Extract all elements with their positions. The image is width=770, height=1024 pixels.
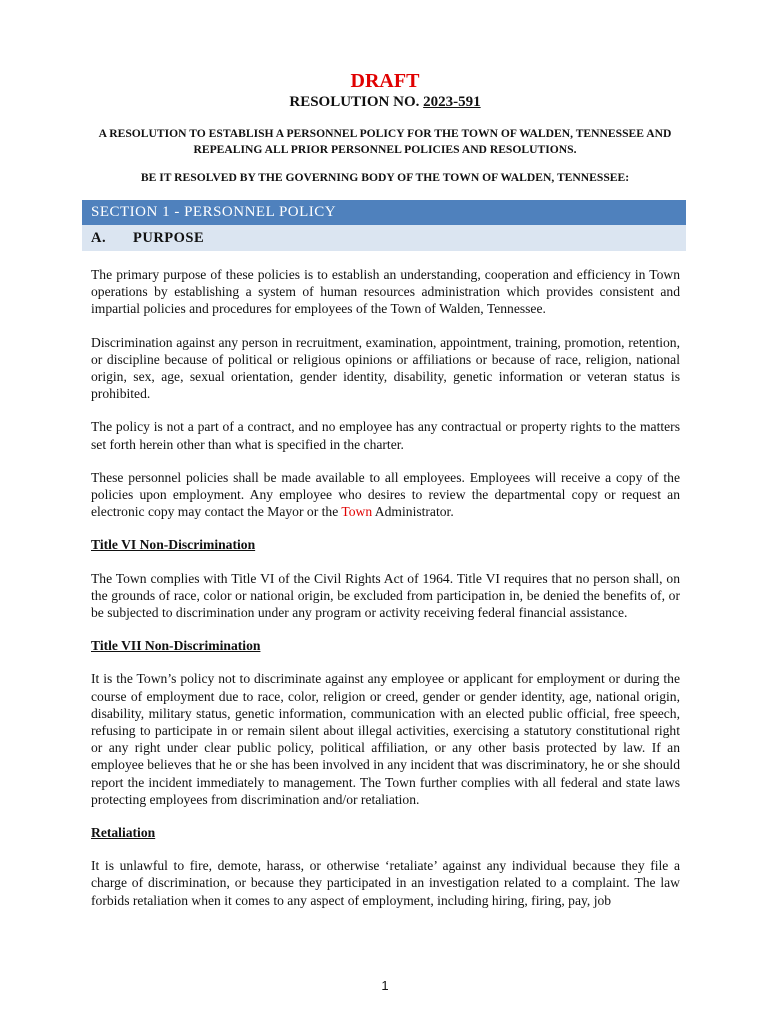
title-vi-heading: Title VI Non-Discrimination [91,537,256,553]
p4-highlight: Town [341,504,373,520]
draft-label: DRAFT [350,70,420,92]
subsection-letter: A. [91,230,107,246]
subsection-heading [82,225,686,251]
retaliation-paragraph: It is unlawful to fire, demote, harass, or otherwise ‘retaliate’ against any individual because they file a charge of discrimination, or because they participated in an investigation related to a complaint. The law forbids retaliation when it comes to any aspect of employment, including hiring, firing, pay, job [91,858,680,908]
retaliation-heading: Retaliation [91,825,156,841]
title-vii-paragraph: It is the Town’s policy not to discriminate against any employee or applicant for employment or during the course of employment due to race, color, religion or creed, gender or gender identity, age, national origin, disability, military status, genetic information, communication with an elected public official, free speech, refusing to participate in or remain silent about illegal activities, exercising a statutory constitutional right or any right under clear public policy, political affiliation, or any other basis protected by law. If an employee believes that he or she has been involved in any incident that was discriminatory, he or she should report the incident immediately to management. The Town further complies with all federal and state laws protecting employees from discrimination and/or retaliation. [91,671,680,807]
p4-text-after: Administrator. [372,504,454,520]
page-number: 1 [381,978,389,993]
subsection-title: PURPOSE [133,230,205,246]
document-body [91,266,680,925]
p4-text-before: These personnel policies shall be made available to all employees. Employees will receive a copy of the policies upon employment. Any employee who desires to review the departmental copy or request an electronic copy may contact the Mayor or the [91,469,680,520]
purpose-paragraph-3: The policy is not a part of a contract, and no employee has any contractual or property rights to the matters set forth herein other than what is specified in the charter. [91,419,680,452]
purpose-paragraph-2: Discrimination against any person in recruitment, examination, appointment, training, promotion, retention, or discipline because of political or religious opinions or affiliations or because of race, religion, national origin, sex, age, sexual orientation, gender identity, disability, genetic information or veteran status is prohibited. [91,334,680,402]
purpose-paragraph-4 [91,469,680,521]
purpose-paragraph-1: The primary purpose of these policies is to establish an understanding, cooperation and efficiency in Town operations by establishing a system of human resources administration which provides consistent and impartial policies and procedures for employees of the Town of Walden, Tennessee. [91,267,680,317]
title-vii-heading: Title VII Non-Discrimination [91,638,261,654]
resolution-description: A RESOLUTION TO ESTABLISH A PERSONNEL POLICY FOR THE TOWN OF WALDEN, TENNESSEE AND REPEALING ALL PRIOR PERSONNEL POLICIES AND RESOLUTIONS. [98,127,672,156]
resolution-prefix: RESOLUTION NO. [289,94,420,110]
resolution-number: 2023-591 [423,94,481,110]
resolved-statement: BE IT RESOLVED BY THE GOVERNING BODY OF THE TOWN OF WALDEN, TENNESSEE: [140,171,630,184]
resolution-number-line [0,94,770,111]
section-heading: SECTION 1 - PERSONNEL POLICY [82,200,686,225]
title-vi-paragraph: The Town complies with Title VI of the Civil Rights Act of 1964. Title VI requires that no person shall, on the grounds of race, color or national origin, be excluded from participation in, be denied the benefits of, or be subjected to discrimination under any program or activity receiving federal financial assistance. [91,570,680,621]
